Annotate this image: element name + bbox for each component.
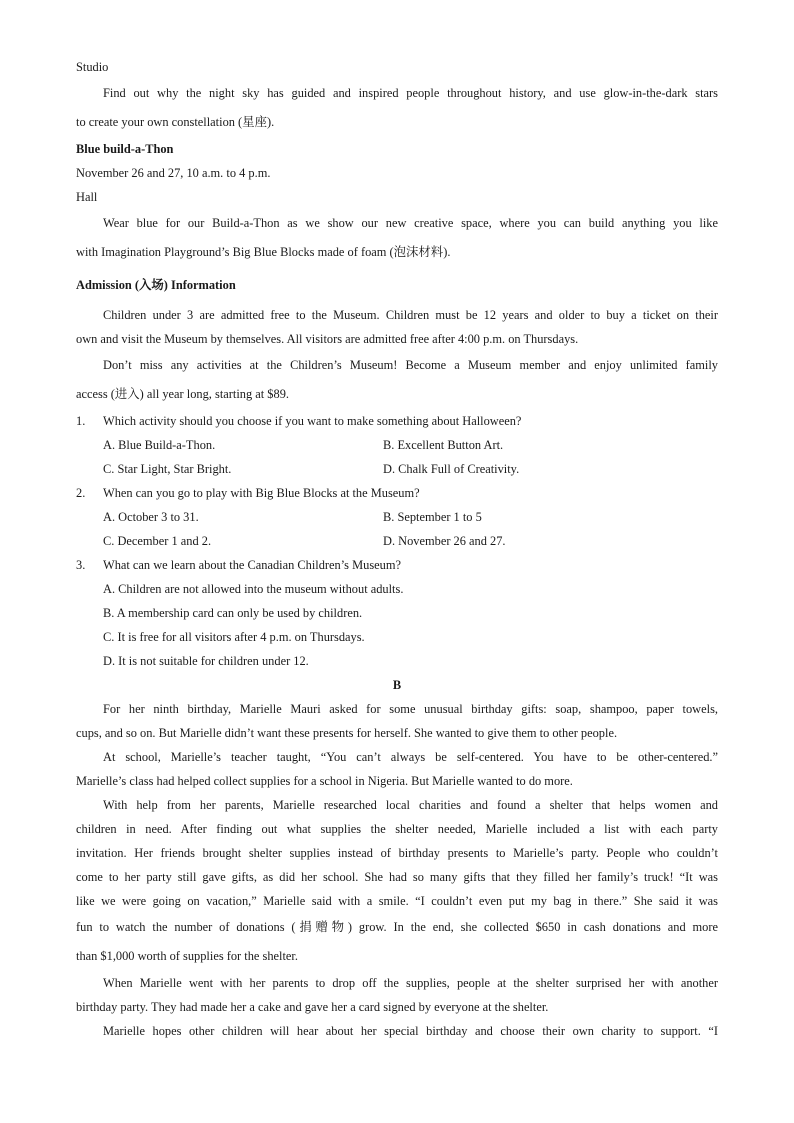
passage-line: children in need. After finding out what supplies the shelter needed, Marielle included a list with each party [76, 822, 718, 836]
option-a: A. Children are not allowed into the museum without adults. [103, 582, 404, 596]
blue-buildathon-location: Hall [76, 190, 98, 204]
studio-desc-line-1: Find out why the night sky has guided and inspired people throughout history, and use glow-in-the-dark stars [103, 86, 718, 100]
section-b-heading: B [392, 678, 402, 692]
option-d: D. It is not suitable for children under 12. [103, 654, 309, 668]
passage-line: invitation. Her friends brought shelter supplies instead of birthday presents to Marielle’s party. People who couldn’t [76, 846, 718, 860]
passage-line: cups, and so on. But Marielle didn’t want these presents for herself. She wanted to give them to other people. [76, 726, 618, 740]
studio-desc-line-2: to create your own constellation (星座). [76, 115, 275, 129]
question-text: What can we learn about the Canadian Children’s Museum? [103, 558, 401, 572]
option-b: B. Excellent Button Art. [383, 438, 504, 452]
option-a: A. October 3 to 31. [103, 510, 199, 524]
question-text: When can you go to play with Big Blue Blocks at the Museum? [103, 486, 420, 500]
question-2 [76, 481, 718, 505]
question-text: Which activity should you choose if you want to make something about Halloween? [103, 414, 522, 428]
question-3 [76, 553, 718, 577]
question-1 [76, 409, 718, 433]
admission-p1-line-2: own and visit the Museum by themselves. All visitors are admitted free after 4:00 p.m. on Thursdays. [76, 332, 579, 346]
option-d: D. November 26 and 27. [383, 534, 506, 548]
option-b: B. A membership card can only be used by children. [103, 606, 363, 620]
question-number: 2. [76, 486, 86, 500]
passage-line: For her ninth birthday, Marielle Mauri asked for some unusual birthday gifts: soap, shampoo, paper towels, [103, 702, 718, 716]
passage-line: At school, Marielle’s teacher taught, “You can’t always be self-centered. You have to be other-centered.” [103, 750, 718, 764]
blue-buildathon-date: November 26 and 27, 10 a.m. to 4 p.m. [76, 166, 271, 180]
admission-p2-line-1: Don’t miss any activities at the Children’s Museum! Become a Museum member and enjoy unlimited family [103, 358, 718, 372]
question-1-options-row-1 [76, 433, 718, 457]
option-a: A. Blue Build-a-Thon. [103, 438, 216, 452]
question-2-options-row-1 [76, 505, 718, 529]
question-2-options-row-2 [76, 529, 718, 553]
blue-buildathon-title: Blue build-a-Thon [76, 142, 174, 156]
passage-line: than $1,000 worth of supplies for the shelter. [76, 949, 298, 963]
option-c: C. It is free for all visitors after 4 p.m. on Thursdays. [103, 630, 365, 644]
question-number: 3. [76, 558, 86, 572]
question-1-options-row-2 [76, 457, 718, 481]
passage-line: Marielle’s class had helped collect supplies for a school in Nigeria. But Marielle wanted to do more. [76, 774, 573, 788]
blue-buildathon-desc-line-1: Wear blue for our Build-a-Thon as we show our new creative space, where you can build anything you like [103, 216, 718, 230]
question-number: 1. [76, 414, 86, 428]
passage-line: come to her party still gave gifts, as did her school. She had so many gifts that they filled her family’s truck! “It was [76, 870, 718, 884]
admission-p2-line-2: access (进入) all year long, starting at $89. [76, 387, 289, 401]
passage-line: fun to watch the number of donations (捐赠物) grow. In the end, she collected $650 in cash donations and more [76, 920, 718, 934]
option-c: C. December 1 and 2. [103, 534, 212, 548]
admission-p1-line-1: Children under 3 are admitted free to the Museum. Children must be 12 years and older to buy a ticket on their [103, 308, 718, 322]
passage-line: birthday party. They had made her a cake and gave her a card signed by everyone at the shelter. [76, 1000, 549, 1014]
option-b: B. September 1 to 5 [383, 510, 482, 524]
document-page [76, 55, 718, 1043]
passage-line: like we were going on vacation,” Marielle said with a smile. “I couldn’t even put my bag in there.” She said it was [76, 894, 718, 908]
studio-location: Studio [76, 60, 109, 74]
option-d: D. Chalk Full of Creativity. [383, 462, 520, 476]
passage-line: Marielle hopes other children will hear about her special birthday and choose their own charity to support. “I [103, 1024, 718, 1038]
admission-title: Admission (入场) Information [76, 278, 236, 292]
passage-line: With help from her parents, Marielle researched local charities and found a shelter that helps women and [103, 798, 718, 812]
blue-buildathon-desc-line-2: with Imagination Playground’s Big Blue Blocks made of foam (泡沫材料). [76, 245, 451, 259]
passage-line: When Marielle went with her parents to drop off the supplies, people at the shelter surprised her with another [103, 976, 718, 990]
option-c: C. Star Light, Star Bright. [103, 462, 232, 476]
